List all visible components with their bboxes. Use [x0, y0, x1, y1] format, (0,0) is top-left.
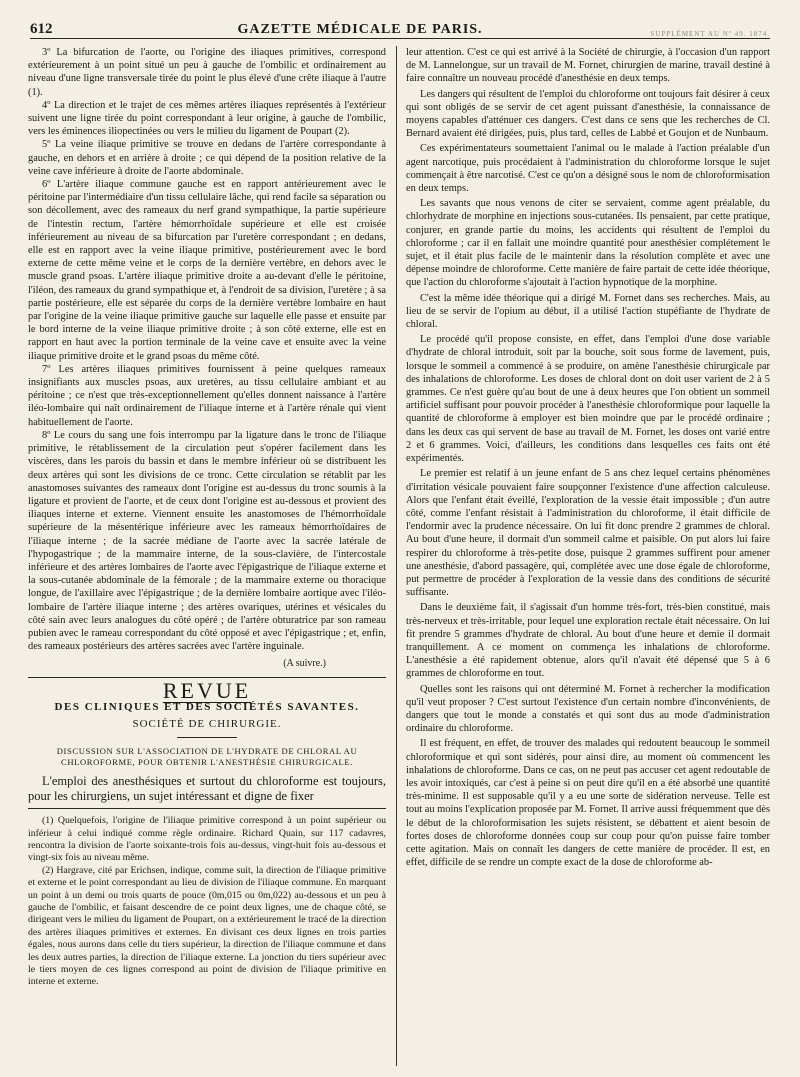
- paragraph: Les savants que nous venons de citer se servaient, comme agent préalable, du chlorhydrate de morphine en injections sous-cutanées. Ils pensaient, par cette pratique, conjurer, en grande partie du moins, les accidents qui résultent de l'emploi du chloroforme ; car il en fallait une moindre quantité pour anesthésier complétement le sujet, et il était plus facile de le maintenir dans la résolution complète et avec une dépense moindre de chloroforme. Cette manière de faire partait de cette idée théorique, que l'action du chloroforme s'ajoutait à l'action hypnotique de la morphine.: [406, 198, 770, 289]
- paragraph: 6º L'artère iliaque commune gauche est en rapport antérieurement avec le péritoine par l'intermédiaire d'un tissu cellulaire lâche, qui rend facile sa séparation ou son décollement, avec des rameaux du nerf grand sympathique, la partie supérieure de l'intestin rectum, l'artère hémorrhoïdale supérieure et elle est croisée inférieurement au niveau de sa bifurcation par l'uretère correspondant ; en dedans, elle est en rapport avec la veine iliaque primitive, postérieurement avec le bord externe de cette même veine et le corps de la dernière vertèbre, en dehors avec le muscle grand psoas. L'artère iliaque primitive droite a au-devant d'elle le péritoine, l'iléon, des rameaux du grand sympathique et, à l'endroit de sa division, l'uretère ; à sa partie postérieure, elle est séparée du corps de la dernière vertèbre lombaire en haut par l'origine de la veine iliaque primitive gauche sur laquelle elle passe et ensuite par le bord interne de la veine iliaque primitive droite ; à son côté externe, elle est en rapport en haut avec la portion terminale de la veine cave et ensuite avec la veine iliaque primitive droite et le grand psoas du même côté.: [28, 179, 386, 362]
- paragraph: leur attention. C'est ce qui est arrivé à la Société de chirurgie, à l'occasion d'un rapport de M. Lannelongue, sur un travail de M. Fornet, chirurgien de marine, travail destiné à faire connaître un nouveau procédé d'anesthésie en deux temps.: [406, 47, 770, 85]
- intro-paragraph: L'emploi des anesthésiques et surtout du chloroforme est toujours, pour les chirurgiens, un sujet intéressant et digne de fixer: [28, 774, 386, 804]
- running-title: GAZETTE MÉDICALE DE PARIS.: [237, 22, 483, 37]
- paragraph: 3º La bifurcation de l'aorte, ou l'origine des iliaques primitives, correspond extérieurement à un point situé un peu à gauche de l'ombilic et ordinairement au niveau d'une ligne transversale tirée du point le plus élevé d'une crête iliaque à l'autre (1).: [28, 47, 386, 98]
- to-be-continued: (A suivre.): [283, 658, 326, 670]
- paragraph: Les dangers qui résultent de l'emploi du chloroforme ont toujours fait désirer à ceux qui sont obligés de se servir de cet agent puissant d'anesthésie, la connaissance de moyens capables d'atténuer ces dangers. C'est dans ce sens que les recherches de Cl. Bernard avaient été dirigées, puis, plus tard, celles de Labbé et Goujon et de Nunbaum.: [406, 88, 770, 140]
- section-subtitle: DES CLINIQUES ET DES SOCIÉTÉS SAVANTES.: [54, 700, 360, 713]
- paragraph: Il est fréquent, en effet, de trouver des malades qui redoutent beaucoup le sommeil chloroformique et qui sont sidérés, pour ainsi dire, au moment où commencent les inhalations de chloroforme. Dans ce cas, on ne peut pas accuser cet agent redoutable de les avoir intoxiqués, car c'est à peine si on peut dire qu'il en a été absorbé une quantité très-minime. Il est supposable qu'il y a eu une sorte de sidération nerveuse. Telle est tout au moins l'explication proposée par M. Fornet. Il arrive aussi fréquemment que dès le début de la chloroformisation les sujets résistent, se débattent et aient besoin de fortes doses de chloroforme données coup sur coup pour qu'on puisse faire tomber cette agitation. Mais on connaît les dangers de cette manière de procéder. Il est, en effet, difficile de se rendre un compte exact de la dose de chloroforme ab-: [406, 738, 770, 869]
- society-heading: SOCIÉTÉ DE CHIRURGIE.: [132, 717, 282, 730]
- short-rule: [177, 737, 237, 738]
- left-column: [28, 46, 386, 1066]
- page-number: 612: [30, 21, 53, 37]
- section-title: REVUE: [162, 677, 252, 703]
- discussion-heading: DISCUSSION SUR L'ASSOCIATION DE L'HYDRATE DE CHLORAL AU CHLOROFORME, POUR OBTENIR L'ANESTHÉSIE CHIRURGICALE.: [56, 746, 358, 768]
- paragraph: 8º Le cours du sang une fois interrompu par la ligature dans le tronc de l'iliaque primitive, le rétablissement de la circulation peut s'opérer facilement dans les viscères, dans les parois du bassin et dans le membre inférieur où se distribuent les deux artères qui sont les divisions de ce tronc. Cette circulation se rétablit par les anastomoses suivantes des rameaux dont l'origine est au-dessus du tronc soumis à la ligature et provient de l'aorte, et de ceux dont l'origine est au-dessous et provient des iliaques interne et externe. Viennent ensuite les anastomoses de l'hémorrhoïdale supérieure de la mésentérique inférieure avec les rameaux hémorrhoïdaires de l'iliaque interne ; de la sacrée médiane de l'aorte avec la sacrée latérale de l'hypogastrique ; de la mammaire interne, de la sous-clavière, de l'intercostale inférieure et des artères lombaires de l'aorte avec l'épigastrique de l'iliaque externe et la sous-cutanée abdominale de la fémorale ; de la mammaire externe ou thoracique longue, de l'axillaire avec l'épigastrique ; de la dernière lombaire aortique avec l'iléo-lombaire de l'artère iliaque interne ; des artères ovariques, utérines et vésicales du côté sain avec leurs analogues du côté opéré ; de l'artère obturatrice par son rameau pubien avec le rameau correspondant du côté opposé et avec l'épigastrique ; et, enfin, des rameaux postérieurs des artères sacrées avec l'artère inguinale.: [28, 429, 386, 653]
- paragraph: 5º La veine iliaque primitive se trouve en dedans de l'artère correspondante à gauche, en dehors et en arrière à droite ; ce qui dépend de la position relative de la veine cave inférieure à droite de l'aorte abdominale.: [28, 139, 386, 177]
- footnote: (2) Hargrave, cité par Erichsen, indique, comme suit, la direction de l'iliaque primitive et externe et le point correspondant au lieu de division de l'iliaque commune. En marquant un point à un demi ou trois quarts de pouce (0m,015 ou 0m,022) au-dessous et un peu à gauche de l'ombilic, et faisant descendre de ce point deux lignes, une de chaque côté, se dirigeant vers le milieu du ligament de Poupart, on a extérieurement le tracé de la direction des artères iliaques primitives et externes. En divisant ces deux lignes en trois parties égales, nous aurons dans celle du tiers supérieur, la direction de l'iliaque commune et dans les deux autres parties, la direction de l'iliaque externe. La jonction du tiers supérieur avec le tiers moyen de ces lignes correspond au point de division de l'iliaque primitive en interne et externe.: [28, 864, 386, 988]
- paragraph: Dans le deuxième fait, il s'agissait d'un homme très-fort, très-bien constitué, mais très-nerveux et très-irritable, pour lequel une exploration rectale était nécessaire. On lui fit prendre 5 grammes d'hydrate de chloral. Au bout d'une heure et demie il dormait tranquillement. A ce moment on commença les inhalations de chloroforme. L'anesthésie a été rapidement obtenue, alors qu'il n'avait été dépensé que 5 à 6 grammes de chloroforme en tout.: [406, 602, 770, 680]
- supplement-stamp: SUPPLÉMENT AU Nº 49. 1874.: [650, 30, 770, 38]
- footnote-rule: [28, 808, 386, 809]
- paragraph: Ces expérimentateurs soumettaient l'animal ou le malade à l'action préalable d'un agent narcotique, puis procédaient à l'administration du chloroforme lorsque le sujet commençait à être narcotisé. C'est ce qu'on a désigné sous le nom de chloroformisation en deux temps.: [406, 143, 770, 195]
- page-header: [30, 18, 770, 39]
- paragraph: Quelles sont les raisons qui ont déterminé M. Fornet à rechercher la modification qu'il veut proposer ? C'est surtout l'existence d'un certain nombre d'inconvénients, de dangers que tout le monde a constatés et qui sont dus au mode d'administration ordinaire du chloroforme.: [406, 683, 770, 735]
- paragraph: Le procédé qu'il propose consiste, en effet, dans l'emploi d'une dose variable d'hydrate de chloral introduit, soit par la bouche, soit sous forme de lavement, puis, lorsque le sommeil a commencé à se produire, on amène l'anesthésie chirurgicale par des inhalations de chloroforme. Les doses de chloral dont on doit user varient de 2 à 5 grammes. Ce n'est guère qu'au bout de une à deux heures que l'on obtient un sommeil artificiel suffisant pour pouvoir procéder à l'anesthésie chloroformique pour laquelle la quantité de chloroforme à employer est bien moindre que par le procédé ordinaire ; dans les deux cas qui servent de base au travail de M. Fornet, les doses ont varié entre 2 et 6 grammes. Voici, d'ailleurs, les conditions dans lesquelles ces faits ont été expérimentés.: [406, 334, 770, 465]
- right-column: [406, 46, 770, 1066]
- paragraph: 7º Les artères iliaques primitives fournissent à peine quelques rameaux insignifiants aux muscles psoas, aux uretères, au tissu cellulaire ambiant et au péritoine ; ce n'est que très-exceptionnellement qu'elles donnent naissance à l'artère iléo-lombaire qui naît ordinairement de l'iliaque interne et à l'artère rénale qui vient habituellement de l'aorte.: [28, 363, 386, 428]
- column-divider: [396, 46, 397, 1066]
- paragraph: 4º La direction et le trajet de ces mêmes artères iliaques représentés à l'extérieur suivent une ligne tirée du point correspondant à leur origine, à gauche de l'ombilic, vers les éminences iliopectinées ou vers le milieu du ligament de Poupart (2).: [28, 99, 386, 138]
- footnote: (1) Quelquefois, l'origine de l'iliaque primitive correspond à un point supérieur ou inférieur à celui indiqué comme règle ordinaire. Richard Quain, sur 117 cadavres, rencontra la division de l'aorte soixante-trois fois au-dessus, vingt-huit fois au-dessous et vingt-six fois au niveau même.: [28, 815, 386, 864]
- paragraph: C'est la même idée théorique qui a dirigé M. Fornet dans ses recherches. Mais, au lieu de se servir de l'opium au début, il a utilisé l'action stupéfiante de l'hydrate de chloral.: [406, 292, 770, 331]
- paragraph: Le premier est relatif à un jeune enfant de 5 ans chez lequel certains phénomènes d'irritation vésicale pouvaient faire soupçonner l'existence d'une affection calculeuse. Alors que l'enfant était éveillé, l'exploration de la vessie était impossible ; d'un autre côté, comme l'enfant résistait à l'administration du chloroforme, il était difficile de l'endormir avec la prudence nécessaire. On lui fit donc prendre 2 grammes de chloral. Au bout d'une heure, il dormait d'un sommeil calme et paisible. On put alors lui faire respirer du chloroforme à très-petite dose, puisque 2 grammes suffirent pour amener une anesthésie, d'abord passagère, qui, complétée avec une dose égale de chloroforme, put permettre de procéder à l'exploration de la vessie dans des conditions de sécurité suffisante.: [406, 468, 770, 599]
